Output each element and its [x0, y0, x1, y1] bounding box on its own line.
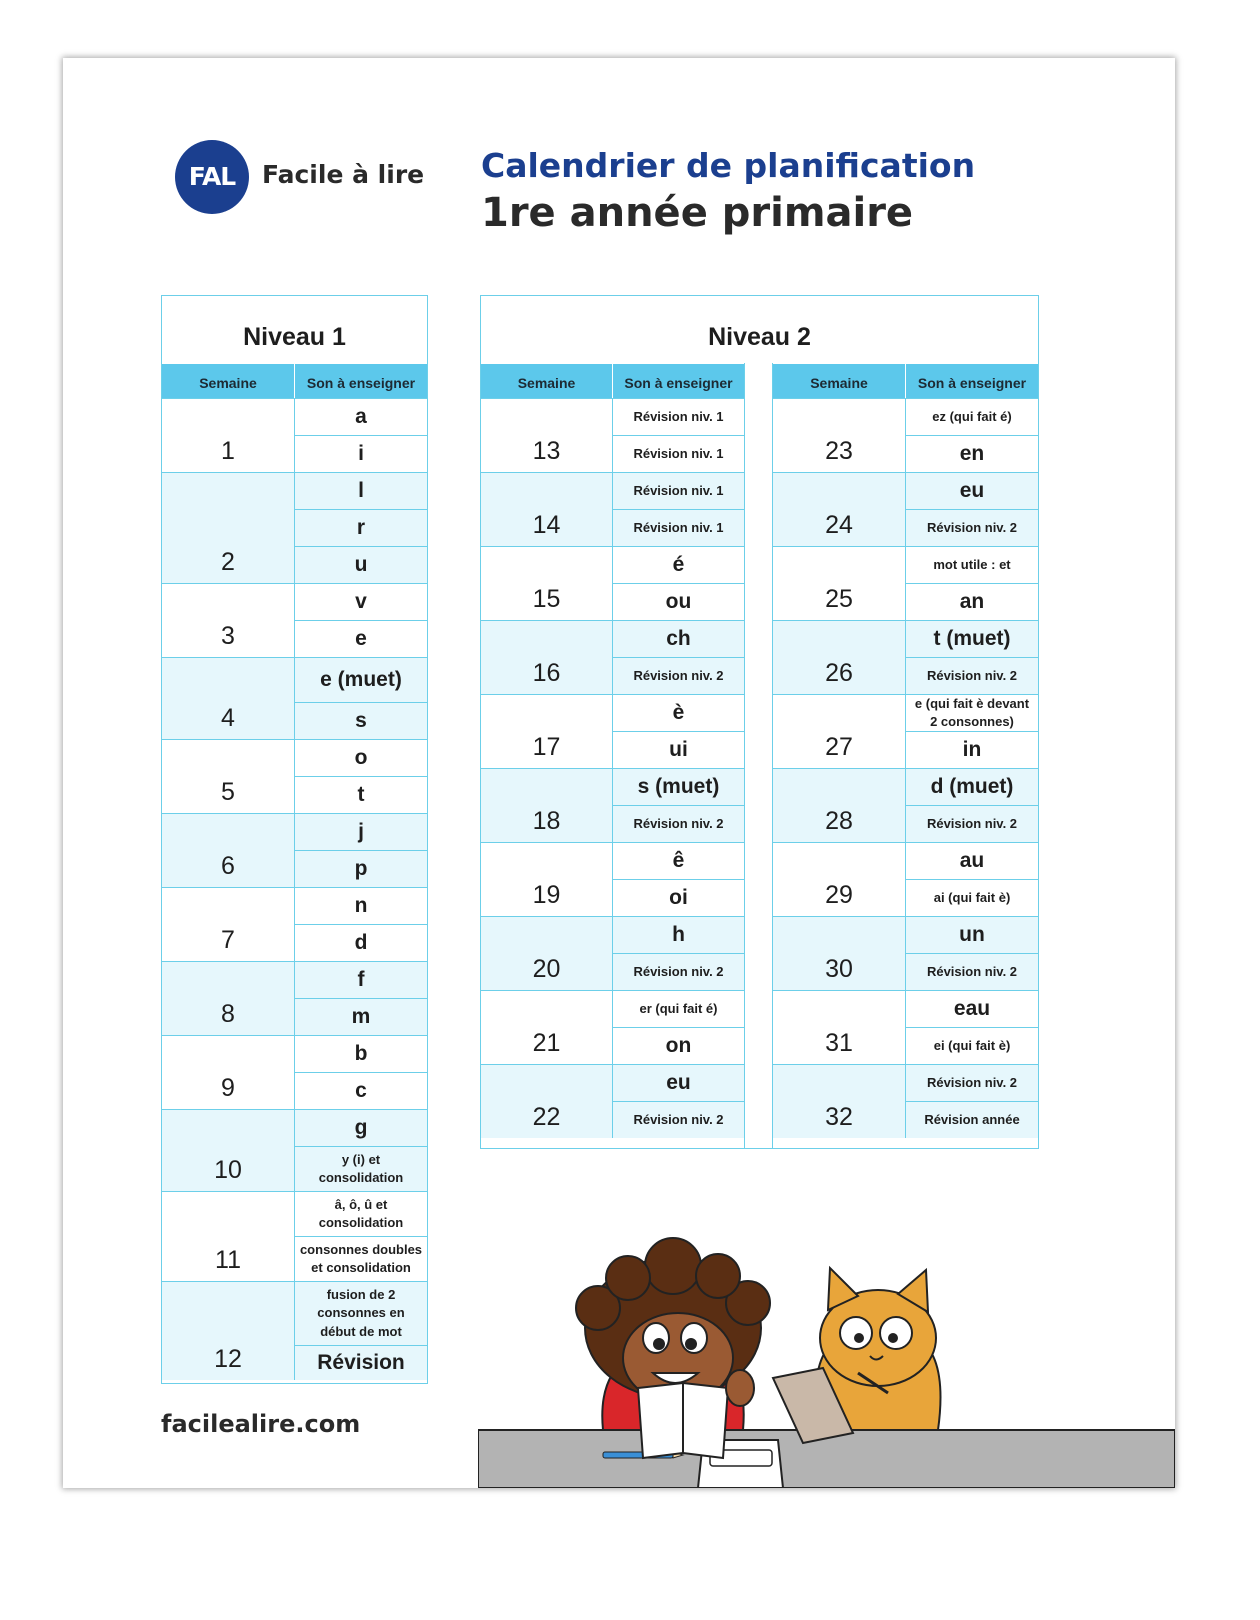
sound-cell: è	[613, 694, 744, 731]
week-number-cell	[481, 990, 613, 1064]
sound-cell: er (qui fait é)	[613, 990, 744, 1027]
week-number: 9	[221, 1074, 235, 1102]
week-number: 29	[825, 881, 853, 909]
week-number-cell	[773, 768, 906, 842]
week-number: 23	[825, 437, 853, 465]
week-number: 5	[221, 778, 235, 806]
sound-cell: Révision niv. 2	[613, 1101, 744, 1138]
week-number: 22	[532, 1103, 561, 1131]
week-number-cell	[162, 1281, 295, 1380]
sound-cell: Révision niv. 2	[906, 657, 1038, 694]
fal-logo-mark: FAL	[175, 140, 249, 214]
week-number-cell	[773, 1064, 906, 1138]
niveau-1-table	[161, 295, 428, 1384]
column-gap	[744, 363, 773, 1148]
sound-cell: Révision niv. 2	[613, 953, 744, 990]
sound-cell: i	[295, 435, 427, 472]
sound-cell: an	[906, 583, 1038, 620]
sound-cell: g	[295, 1109, 427, 1146]
week-number: 24	[825, 511, 853, 539]
planning-sheet	[63, 58, 1175, 1488]
sound-cell: Révision	[295, 1345, 427, 1380]
child-and-cat-illustration	[478, 1188, 1175, 1488]
sound-cell: s (muet)	[613, 768, 744, 805]
sound-cell: s	[295, 702, 427, 739]
child-figure	[576, 1238, 770, 1458]
sound-cell: fusion de 2 consonnes en début de mot	[295, 1281, 427, 1345]
week-number: 14	[532, 511, 561, 539]
sound-cell: d	[295, 924, 427, 961]
week-number-cell	[773, 472, 906, 546]
sound-cell: a	[295, 398, 427, 435]
week-number: 10	[214, 1156, 242, 1184]
week-number-cell	[773, 694, 906, 768]
week-number-cell	[481, 1064, 613, 1138]
sound-cell: u	[295, 546, 427, 583]
website-url: facilealire.com	[161, 1410, 361, 1438]
week-number-cell	[481, 768, 613, 842]
sound-cell: un	[906, 916, 1038, 953]
week-number: 13	[532, 437, 561, 465]
week-number-cell	[481, 694, 613, 768]
niveau-2-title: Niveau 2	[708, 323, 811, 351]
sound-cell: Révision niv. 1	[613, 509, 744, 546]
sound-cell: Révision niv. 1	[613, 472, 744, 509]
sound-cell: d (muet)	[906, 768, 1038, 805]
week-number: 6	[221, 852, 235, 880]
week-number-cell	[773, 398, 906, 472]
week-number: 1	[221, 437, 235, 465]
week-number: 17	[532, 733, 561, 761]
page-title: Calendrier de planification	[481, 146, 976, 185]
sound-column-header: Son à enseigner	[613, 364, 744, 398]
week-number-cell	[773, 990, 906, 1064]
sound-cell: p	[295, 850, 427, 887]
week-number: 4	[221, 704, 235, 732]
week-number: 28	[825, 807, 853, 835]
week-column-header: Semaine	[773, 364, 905, 398]
sound-cell: Révision niv. 2	[613, 805, 744, 842]
sound-cell: t (muet)	[906, 620, 1038, 657]
sound-cell: Révision niv. 2	[906, 805, 1038, 842]
sound-cell: e (qui fait è devant 2 consonnes)	[906, 694, 1038, 731]
sound-cell: ai (qui fait è)	[906, 879, 1038, 916]
sound-cell: eu	[613, 1064, 744, 1101]
sound-cell: b	[295, 1035, 427, 1072]
sound-cell: Révision niv. 2	[906, 953, 1038, 990]
fal-logo-name: Facile à lire	[262, 160, 425, 189]
sound-cell: é	[613, 546, 744, 583]
sound-cell: consonnes doubles et consolidation	[295, 1236, 427, 1281]
sound-cell: eu	[906, 472, 1038, 509]
week-number-cell	[481, 472, 613, 546]
week-number-cell	[773, 842, 906, 916]
week-number: 31	[825, 1029, 853, 1057]
sound-cell: eau	[906, 990, 1038, 1027]
sound-cell: oi	[613, 879, 744, 916]
sound-cell: o	[295, 739, 427, 776]
week-number-cell	[162, 813, 295, 887]
week-number-cell	[773, 620, 906, 694]
sound-cell: au	[906, 842, 1038, 879]
sound-cell: Révision niv. 1	[613, 398, 744, 435]
week-number: 11	[215, 1246, 241, 1274]
sound-cell: c	[295, 1072, 427, 1109]
sound-cell: Révision niv. 1	[613, 435, 744, 472]
sound-column-header: Son à enseigner	[295, 364, 427, 398]
sound-cell: l	[295, 472, 427, 509]
week-column-header: Semaine	[162, 364, 294, 398]
sound-cell: j	[295, 813, 427, 850]
page-subtitle: 1re année primaire	[481, 190, 914, 236]
week-number: 27	[825, 733, 853, 761]
sound-cell: ui	[613, 731, 744, 768]
sound-cell: y (i) et consolidation	[295, 1146, 427, 1191]
week-number-cell	[162, 887, 295, 961]
week-number-cell	[162, 398, 295, 472]
sound-cell: en	[906, 435, 1038, 472]
sound-cell: h	[613, 916, 744, 953]
sound-cell: Révision niv. 2	[906, 509, 1038, 546]
sound-cell: ou	[613, 583, 744, 620]
sound-cell: ez (qui fait é)	[906, 398, 1038, 435]
week-number: 7	[221, 926, 235, 954]
week-number-cell	[481, 842, 613, 916]
week-number: 3	[221, 622, 235, 650]
niveau-1-title: Niveau 1	[243, 323, 346, 351]
week-number: 32	[825, 1103, 853, 1131]
sound-cell: r	[295, 509, 427, 546]
sound-cell: f	[295, 961, 427, 998]
cat-figure	[773, 1268, 941, 1443]
week-number: 15	[532, 585, 561, 613]
week-number-cell	[162, 583, 295, 657]
week-number: 20	[532, 955, 561, 983]
sound-cell: t	[295, 776, 427, 813]
week-number-cell	[162, 1109, 295, 1191]
sound-cell: e (muet)	[295, 657, 427, 702]
week-number-cell	[162, 739, 295, 813]
sound-cell: m	[295, 998, 427, 1035]
week-number-cell	[162, 1035, 295, 1109]
sound-cell: n	[295, 887, 427, 924]
sound-cell: ch	[613, 620, 744, 657]
week-number: 16	[532, 659, 561, 687]
sound-cell: Révision année	[906, 1101, 1038, 1138]
week-number-cell	[773, 916, 906, 990]
week-number: 25	[825, 585, 853, 613]
week-number: 21	[532, 1029, 561, 1057]
week-number: 2	[221, 548, 235, 576]
sound-cell: on	[613, 1027, 744, 1064]
week-number-cell	[162, 961, 295, 1035]
sound-column-header: Son à enseigner	[906, 364, 1038, 398]
niveau-2-table	[480, 295, 1039, 1149]
book-icon	[638, 1383, 683, 1458]
sound-cell: v	[295, 583, 427, 620]
week-number-cell	[773, 546, 906, 620]
sound-cell: e	[295, 620, 427, 657]
week-number: 18	[532, 807, 561, 835]
sound-cell: ei (qui fait è)	[906, 1027, 1038, 1064]
week-number-cell	[481, 398, 613, 472]
week-number-cell	[481, 916, 613, 990]
sound-cell: ê	[613, 842, 744, 879]
sound-cell: Révision niv. 2	[906, 1064, 1038, 1101]
week-column-header: Semaine	[481, 364, 612, 398]
sound-cell: Révision niv. 2	[613, 657, 744, 694]
week-number: 30	[825, 955, 853, 983]
week-number: 12	[214, 1345, 242, 1373]
week-number-cell	[481, 546, 613, 620]
week-number: 8	[221, 1000, 235, 1028]
week-number-cell	[162, 1191, 295, 1281]
sound-cell: â, ô, û et consolidation	[295, 1191, 427, 1236]
week-number-cell	[481, 620, 613, 694]
week-number-cell	[162, 657, 295, 739]
week-number: 19	[532, 881, 561, 909]
week-number: 26	[825, 659, 853, 687]
sound-cell: mot utile : et	[906, 546, 1038, 583]
week-number-cell	[162, 472, 295, 583]
sound-cell: in	[906, 731, 1038, 768]
